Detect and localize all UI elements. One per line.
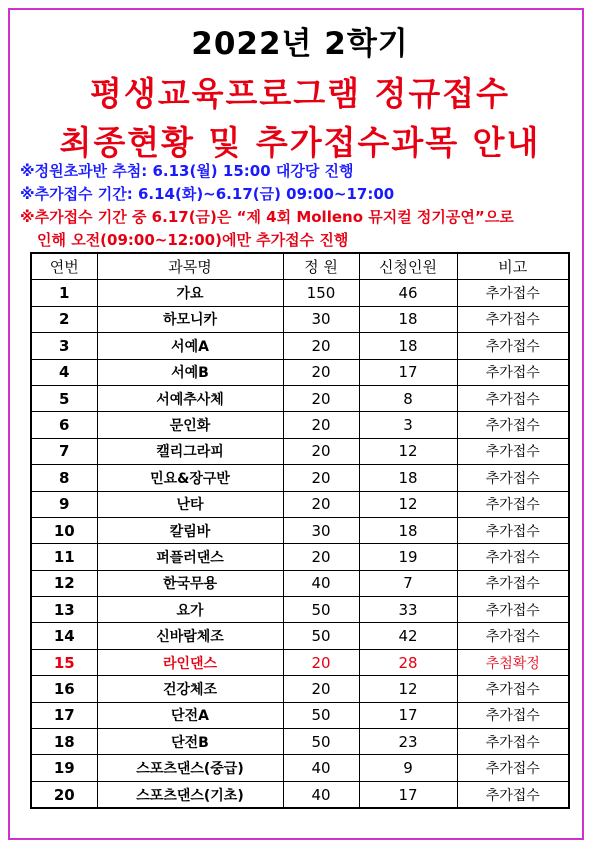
row-subject: 서예A	[97, 333, 283, 359]
row-applied: 23	[359, 729, 457, 755]
row-capacity: 20	[283, 333, 359, 359]
row-no: 10	[31, 517, 97, 543]
row-capacity: 150	[283, 280, 359, 306]
header-applied: 신청인원	[359, 253, 457, 280]
row-capacity: 20	[283, 359, 359, 385]
row-applied: 7	[359, 570, 457, 596]
row-remark: 추가접수	[457, 465, 569, 491]
table-row	[31, 649, 569, 675]
row-remark: 추가접수	[457, 781, 569, 808]
row-subject: 스포츠댄스(중급)	[97, 755, 283, 781]
row-capacity: 20	[283, 676, 359, 702]
table-row	[31, 702, 569, 728]
table-row	[31, 306, 569, 332]
row-applied: 46	[359, 280, 457, 306]
note-exception-cont: 인해 오전(09:00~12:00)에만 추가접수 진행	[37, 231, 349, 249]
row-remark: 추가접수	[457, 755, 569, 781]
row-no: 14	[31, 623, 97, 649]
row-applied: 18	[359, 517, 457, 543]
row-no: 9	[31, 491, 97, 517]
row-applied: 33	[359, 597, 457, 623]
row-applied: 28	[359, 649, 457, 675]
row-subject: 한국무용	[97, 570, 283, 596]
table-header-row	[31, 253, 569, 280]
row-subject: 서예B	[97, 359, 283, 385]
row-remark: 추가접수	[457, 702, 569, 728]
table-row	[31, 438, 569, 464]
row-applied: 18	[359, 306, 457, 332]
table-row	[31, 729, 569, 755]
note-period: ※추가접수 기간: 6.14(화)~6.17(금) 09:00~17:00	[20, 185, 395, 203]
row-capacity: 50	[283, 729, 359, 755]
row-applied: 12	[359, 676, 457, 702]
row-remark: 추가접수	[457, 491, 569, 517]
row-no: 17	[31, 702, 97, 728]
row-no: 6	[31, 412, 97, 438]
row-subject: 라인댄스	[97, 649, 283, 675]
row-remark: 추가접수	[457, 385, 569, 411]
row-applied: 42	[359, 623, 457, 649]
table-row	[31, 597, 569, 623]
row-subject: 신바람체조	[97, 623, 283, 649]
row-capacity: 20	[283, 465, 359, 491]
row-remark: 추가접수	[457, 359, 569, 385]
table-row	[31, 465, 569, 491]
row-capacity: 50	[283, 597, 359, 623]
row-applied: 12	[359, 491, 457, 517]
row-no: 16	[31, 676, 97, 702]
course-table	[30, 252, 570, 809]
row-remark: 추가접수	[457, 412, 569, 438]
table-row	[31, 385, 569, 411]
row-subject: 스포츠댄스(기초)	[97, 781, 283, 808]
row-remark: 추가접수	[457, 280, 569, 306]
table-row	[31, 412, 569, 438]
row-capacity: 20	[283, 438, 359, 464]
row-subject: 퍼플러댄스	[97, 544, 283, 570]
row-capacity: 20	[283, 491, 359, 517]
row-no: 8	[31, 465, 97, 491]
row-capacity: 20	[283, 544, 359, 570]
header-subject: 과목명	[97, 253, 283, 280]
row-applied: 8	[359, 385, 457, 411]
row-subject: 단전A	[97, 702, 283, 728]
header-no: 연번	[31, 253, 97, 280]
table-row	[31, 623, 569, 649]
row-no: 19	[31, 755, 97, 781]
row-no: 15	[31, 649, 97, 675]
row-applied: 3	[359, 412, 457, 438]
row-applied: 19	[359, 544, 457, 570]
row-applied: 18	[359, 465, 457, 491]
row-remark: 추가접수	[457, 438, 569, 464]
row-no: 4	[31, 359, 97, 385]
row-no: 11	[31, 544, 97, 570]
table-row	[31, 491, 569, 517]
row-remark: 추가접수	[457, 597, 569, 623]
row-remark: 추가접수	[457, 517, 569, 543]
row-remark: 추가접수	[457, 333, 569, 359]
row-subject: 가요	[97, 280, 283, 306]
row-no: 20	[31, 781, 97, 808]
row-applied: 17	[359, 702, 457, 728]
row-applied: 17	[359, 781, 457, 808]
table-row	[31, 333, 569, 359]
row-subject: 칼림바	[97, 517, 283, 543]
table-row	[31, 544, 569, 570]
row-capacity: 50	[283, 623, 359, 649]
table-row	[31, 359, 569, 385]
row-no: 13	[31, 597, 97, 623]
row-no: 5	[31, 385, 97, 411]
table-row	[31, 676, 569, 702]
row-no: 7	[31, 438, 97, 464]
row-applied: 9	[359, 755, 457, 781]
title-status: 최종현황 및 추가접수과목 안내	[59, 123, 541, 162]
note-exception: ※추가접수 기간 중 6.17(금)은 “제 4회 Molleno 뮤지컬 정기공연”으로	[20, 208, 514, 226]
row-applied: 18	[359, 333, 457, 359]
table-row	[31, 517, 569, 543]
table-row	[31, 280, 569, 306]
row-subject: 서예추사체	[97, 385, 283, 411]
header-capacity: 정 원	[283, 253, 359, 280]
row-no: 3	[31, 333, 97, 359]
table-row	[31, 570, 569, 596]
row-subject: 단전B	[97, 729, 283, 755]
row-remark: 추가접수	[457, 729, 569, 755]
row-applied: 12	[359, 438, 457, 464]
row-applied: 17	[359, 359, 457, 385]
row-remark: 추가접수	[457, 570, 569, 596]
table-row	[31, 781, 569, 808]
row-subject: 요가	[97, 597, 283, 623]
row-remark: 추가접수	[457, 306, 569, 332]
title-program: 평생교육프로그램 정규접수	[89, 74, 511, 113]
row-no: 18	[31, 729, 97, 755]
row-remark: 추가접수	[457, 676, 569, 702]
row-capacity: 40	[283, 755, 359, 781]
row-capacity: 30	[283, 517, 359, 543]
row-subject: 건강체조	[97, 676, 283, 702]
row-no: 1	[31, 280, 97, 306]
row-subject: 민요&장구반	[97, 465, 283, 491]
row-subject: 캘리그라피	[97, 438, 283, 464]
row-remark: 추가접수	[457, 544, 569, 570]
row-capacity: 20	[283, 412, 359, 438]
row-remark: 추가접수	[457, 623, 569, 649]
row-subject: 문인화	[97, 412, 283, 438]
row-capacity: 20	[283, 649, 359, 675]
row-capacity: 50	[283, 702, 359, 728]
row-capacity: 20	[283, 385, 359, 411]
row-capacity: 40	[283, 781, 359, 808]
row-no: 12	[31, 570, 97, 596]
title-term: 2022년 2학기	[191, 26, 409, 62]
note-lottery: ※정원초과반 추첨: 6.13(월) 15:00 대강당 진행	[20, 162, 354, 180]
row-capacity: 30	[283, 306, 359, 332]
row-subject: 하모니카	[97, 306, 283, 332]
header-remark: 비고	[457, 253, 569, 280]
row-subject: 난타	[97, 491, 283, 517]
table-row	[31, 755, 569, 781]
row-remark: 추첨확정	[457, 649, 569, 675]
row-no: 2	[31, 306, 97, 332]
row-capacity: 40	[283, 570, 359, 596]
